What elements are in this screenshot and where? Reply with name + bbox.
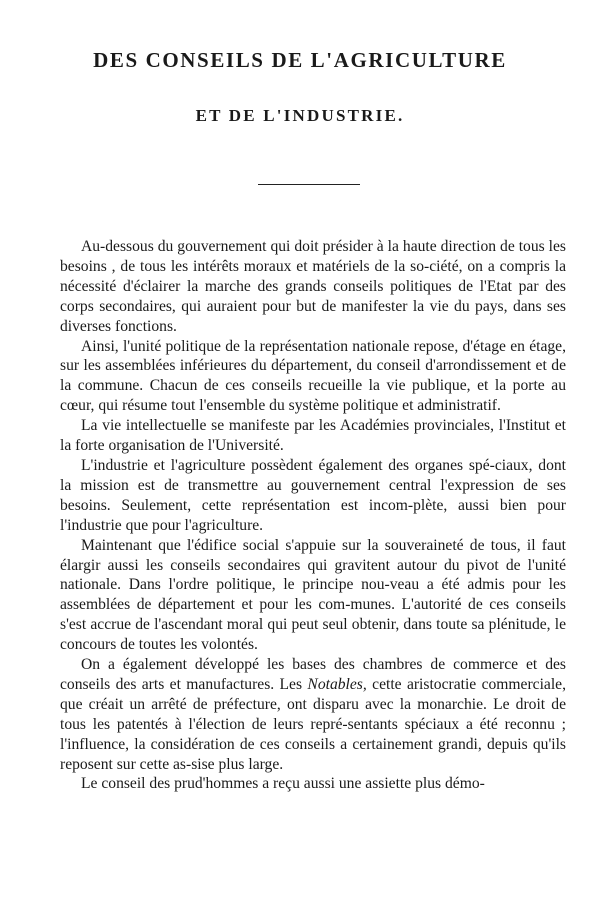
paragraph-6 <box>60 655 566 774</box>
paragraph-1: Au-dessous du gouvernement qui doit présider à la haute direction de tous les besoins , de tous les intérêts moraux et matériels de la so-ciété, on a compris la nécessité d'éclairer la marche des grands conseils politiques de l'Etat par des corps secondaires, qui auraient pour but de manifester la vie du pays, dans ses diverses fonctions. <box>60 238 566 335</box>
paragraph-6-text-end: cette aristocratie commerciale, que créait un arrêté de préfecture, ont disparu avec la monarchie. Le droit de tous les patentés à l'élection de leurs repré-sentants spéciaux a été reconnu ; l'influence, la considération de ces conseils a certainement grandi, depuis qu'ils reposent sur cette as-sise plus large. <box>60 675 567 773</box>
paragraph-2: Ainsi, l'unité politique de la représentation nationale repose, d'étage en étage, sur les assemblées inférieures du département, du conseil d'arrondissement et de la commune. Chacun de ces conseils recueille la vie publique, et la porte au cœur, qui résume tout l'ensemble du système politique et administratif. <box>60 337 566 415</box>
paragraph-7: Le conseil des prud'hommes a reçu aussi une assiette plus démo- <box>81 775 485 793</box>
paragraph-6-text-start: On a également développé les bases des chambres de commerce et des conseils des arts et manufactures. Les <box>60 656 566 693</box>
paragraph-4: L'industrie et l'agriculture possèdent également des organes spé-ciaux, dont la mission est de transmettre au gouvernement central l'expression de ses besoins. Seulement, cette représentation est incom-plète, aussi bien pour l'industrie que pour l'agriculture. <box>60 456 566 534</box>
paragraph-6-italic-notables: Notables, <box>307 675 367 693</box>
page-subtitle: ET DE L'INDUSTRIE. <box>195 106 405 125</box>
title-separator-rule <box>258 184 360 185</box>
body-text <box>60 237 566 794</box>
paragraph-5: Maintenant que l'édifice social s'appuie sur la souveraineté de tous, il faut élargir aussi les conseils secondaires qui gravitent autour du pivot de l'unité nationale. Dans l'ordre politique, le principe nou-veau a été admis pour les assemblées de département et pour les com-munes. L'autorité de ces conseils s'est accrue de l'ascendant moral qui peut seul obtenir, dans toute sa plénitude, le concours de toutes les volontés. <box>60 536 566 654</box>
paragraph-3: La vie intellectuelle se manifeste par les Académies provinciales, l'Institut et la forte organisation de l'Université. <box>60 417 566 455</box>
page-title: DES CONSEILS DE L'AGRICULTURE <box>93 48 507 72</box>
